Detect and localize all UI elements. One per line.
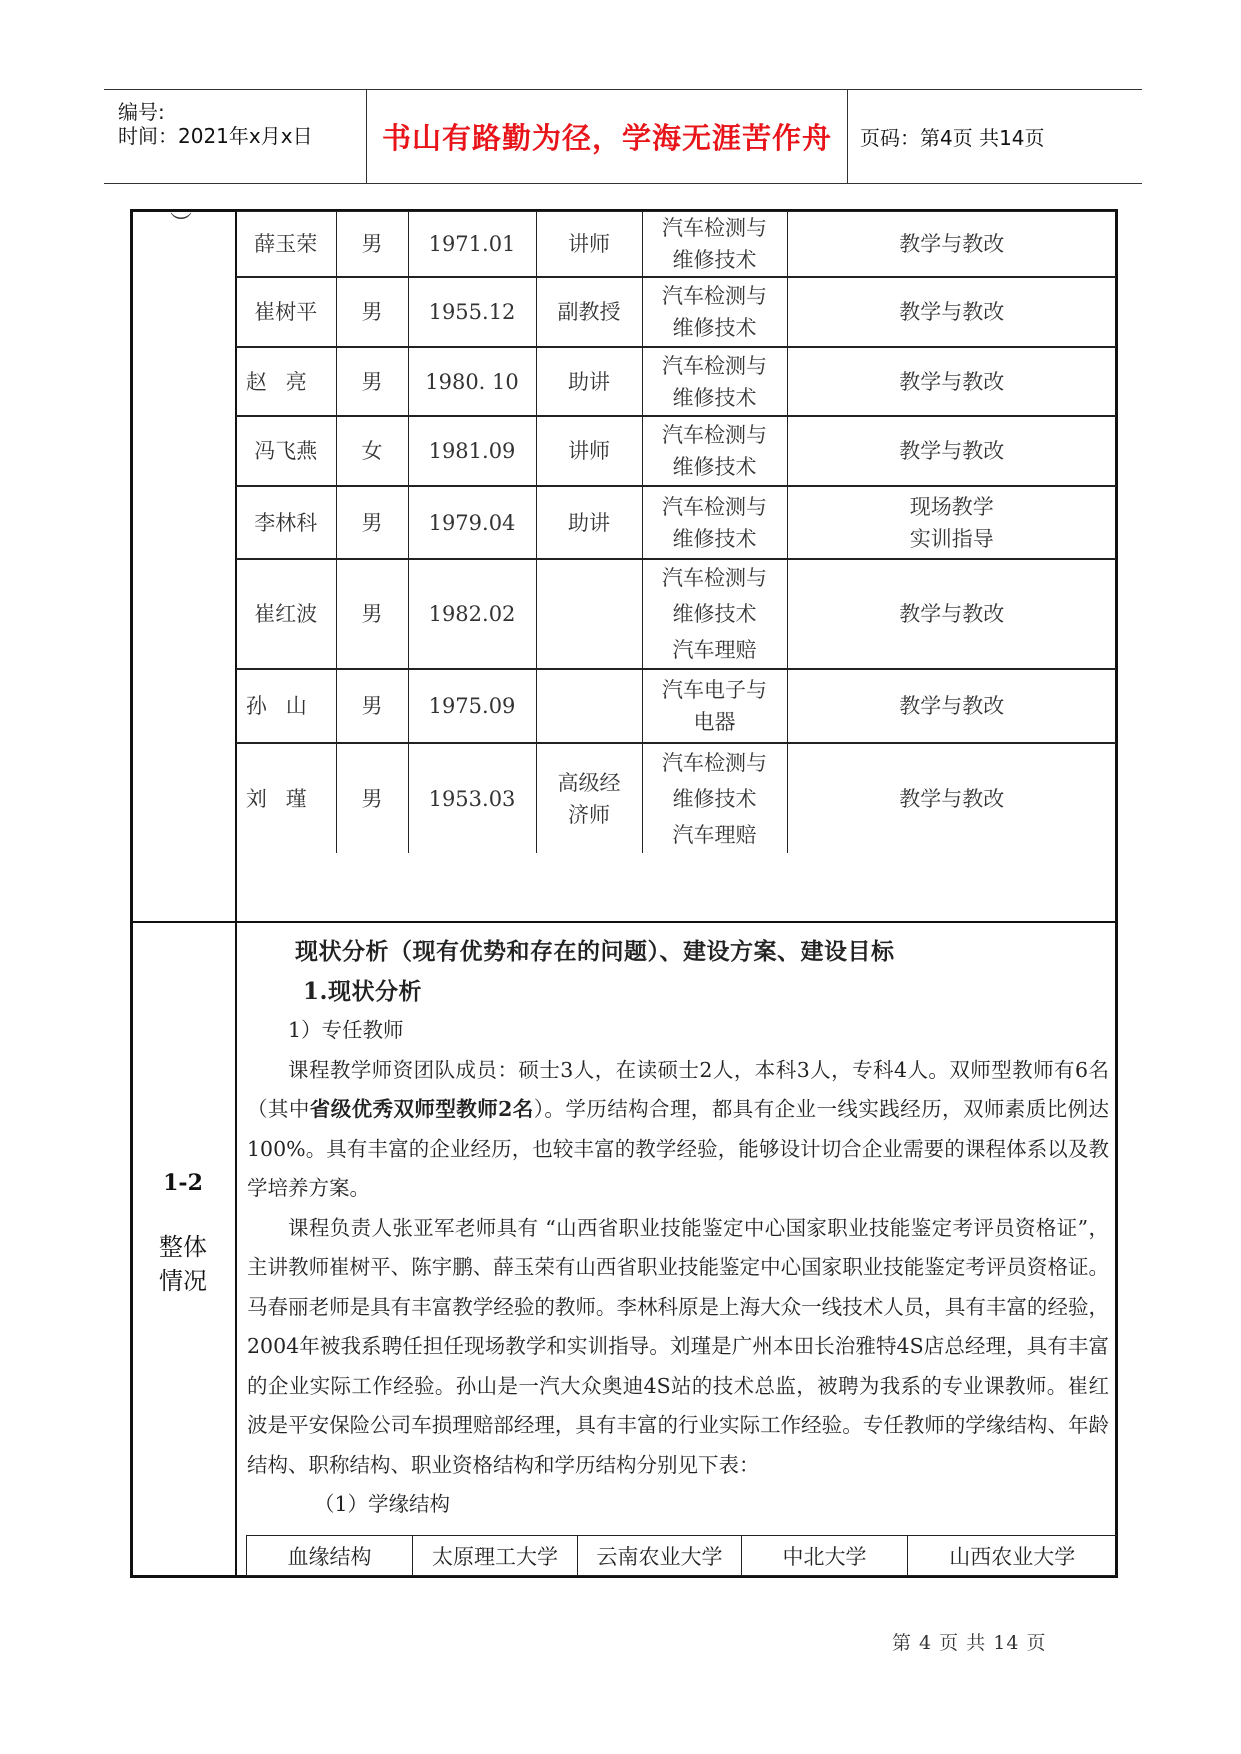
staff-role: 教学与教改	[787, 743, 1116, 853]
section-content	[247, 932, 1109, 1525]
staff-major: 汽车检测与 维修技术 汽车理赔	[642, 559, 787, 669]
staff-role: 教学与教改	[787, 347, 1116, 416]
table-cell: 山西农业大学	[908, 1536, 1117, 1576]
staff-title: 讲师	[536, 212, 642, 278]
staff-major: 汽车检测与 维修技术	[642, 486, 787, 559]
staff-birth: 1979.04	[408, 486, 536, 559]
table-row	[236, 416, 1116, 486]
section-name: 整体 情况	[159, 1233, 207, 1295]
table-cell: 中北大学	[742, 1536, 908, 1576]
staff-birth: 1955.12	[408, 277, 536, 347]
edu-structure-table	[246, 1535, 1117, 1576]
staff-gender: 男	[336, 212, 408, 278]
staff-gender: 男	[336, 486, 408, 559]
table-row	[236, 486, 1116, 559]
staff-title: 副教授	[536, 277, 642, 347]
staff-name: 薛玉荣	[236, 212, 336, 278]
staff-major: 汽车检测与 维修技术 汽车理赔	[642, 743, 787, 853]
page-header	[104, 89, 1142, 184]
staff-birth: 1981.09	[408, 416, 536, 486]
staff-title: 讲师	[536, 416, 642, 486]
table-row	[236, 743, 1116, 853]
header-motto: 书山有路勤为径，学海无涯苦作舟	[367, 90, 848, 183]
staff-name: 刘瑾	[236, 743, 336, 853]
table-cell: 云南农业大学	[578, 1536, 742, 1576]
staff-gender: 男	[336, 559, 408, 669]
item-heading-2: （1）学缘结构	[314, 1492, 451, 1516]
table-cell: 血缘结构	[247, 1536, 413, 1576]
staff-gender: 男	[336, 277, 408, 347]
staff-title: 助讲	[536, 486, 642, 559]
staff-birth: 1971.01	[408, 212, 536, 278]
staff-birth: 1980. 10	[408, 347, 536, 416]
table-row	[236, 347, 1116, 416]
staff-gender: 男	[336, 743, 408, 853]
staff-major: 汽车检测与 维修技术	[642, 416, 787, 486]
staff-major: 汽车检测与 维修技术	[642, 277, 787, 347]
staff-gender: 男	[336, 347, 408, 416]
staff-name: 冯飞燕	[236, 416, 336, 486]
staff-title	[536, 669, 642, 743]
staff-gender: 男	[336, 669, 408, 743]
paragraph-2: 课程负责人张亚军老师具有 “山西省职业技能鉴定中心国家职业技能鉴定考评员资格证”，主讲教师崔树平、陈宇鹏、薛玉荣有山西省职业技能鉴定中心国家职业技能鉴定考评员资格证。马春丽老师是具有丰富教学经验的教师。李林科原是上海大众一线技术人员，具有丰富的经验，2004年被我系聘任担任现场教学和实训指导。刘瑾是广州本田长治雅特4S店总经理，具有丰富的企业实际工作经验。孙山是一汽大众奥迪4S站的技术总监，被聘为我系的专业课教师。崔红波是平安保险公司车损理赔部经理，具有丰富的行业实际工作经验。专任教师的学缘结构、年龄结构、职称结构、职业资格结构和学历结构分别见下表：	[247, 1215, 1109, 1477]
table-row	[236, 669, 1116, 743]
staff-gender: 女	[336, 416, 408, 486]
bold-highlight: 省级优秀双师型教师2名	[309, 1097, 534, 1121]
staff-role: 教学与教改	[787, 277, 1116, 347]
staff-birth: 1953.03	[408, 743, 536, 853]
table-row	[236, 277, 1116, 347]
left-column-fragment: ︶	[170, 212, 193, 237]
staff-table	[236, 211, 1116, 853]
staff-title: 高级经 济师	[536, 743, 642, 853]
staff-role: 教学与教改	[787, 559, 1116, 669]
staff-title: 助讲	[536, 347, 642, 416]
staff-name: 赵亮	[236, 347, 336, 416]
table-row	[236, 212, 1116, 278]
item-heading-1: 1）专任教师	[288, 1018, 404, 1042]
staff-major: 汽车电子与 电器	[642, 669, 787, 743]
header-meta	[104, 90, 367, 183]
staff-major: 汽车检测与 维修技术	[642, 347, 787, 416]
paragraph-1: 课程教学师资团队成员：硕士3人，在读硕士2人，本科3人，专科4人。双师型教师有6名（其中省级优秀双师型教师2名）。学历结构合理，都具有企业一线实践经历，双师素质比例达100%。具有丰富的企业经历，也较丰富的教学经验，能够设计切合企业需要的课程体系以及教学培养方案。	[247, 1057, 1110, 1200]
section-divider	[130, 921, 1118, 923]
staff-birth: 1982.02	[408, 559, 536, 669]
doc-time-label: 时间：2021年x月x日	[118, 124, 313, 148]
staff-name: 崔红波	[236, 559, 336, 669]
staff-name: 崔树平	[236, 277, 336, 347]
section-heading: 现状分析（现有优势和存在的问题）、建设方案、建设目标	[295, 938, 895, 965]
staff-role: 教学与教改	[787, 416, 1116, 486]
page-footer: 第 4 页 共 14 页	[892, 1632, 1047, 1654]
section-number: 1-2	[163, 1170, 203, 1196]
staff-role: 教学与教改	[787, 212, 1116, 278]
header-page-label: 页码：第4页 共14页	[860, 126, 1045, 150]
section-subheading: 1.现状分析	[303, 977, 423, 1005]
staff-role: 教学与教改	[787, 669, 1116, 743]
staff-title	[536, 559, 642, 669]
staff-birth: 1975.09	[408, 669, 536, 743]
table-cell: 太原理工大学	[413, 1536, 578, 1576]
table-row	[247, 1536, 1117, 1576]
doc-code-label: 编号:	[118, 100, 165, 124]
staff-major: 汽车检测与 维修技术	[642, 212, 787, 278]
staff-name: 孙山	[236, 669, 336, 743]
staff-name: 李林科	[236, 486, 336, 559]
staff-role: 现场教学 实训指导	[787, 486, 1116, 559]
table-row	[236, 559, 1116, 669]
